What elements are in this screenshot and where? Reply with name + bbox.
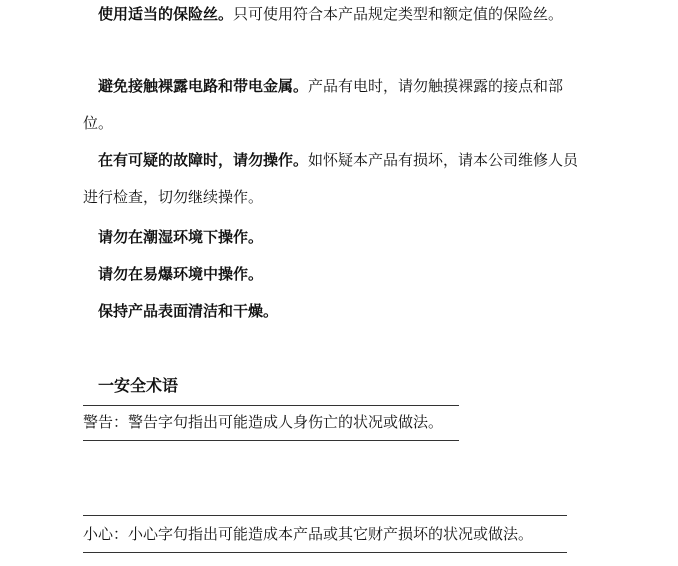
caution-bottom-rule (83, 552, 567, 553)
warning-term: 警告：警告字句指出可能造成人身伤亡的状况或做法。 (83, 413, 444, 431)
warning-top-rule (83, 405, 459, 406)
safety-item-suspected-fault-text: 如怀疑本产品有损坏，请本公司维修人员进行检查，切勿继续操作。 (83, 151, 579, 206)
safety-item-explosive: 请勿在易爆环境中操作。 (98, 265, 264, 283)
safety-item-fuse-text: 只可使用符合本产品规定类型和额定值的保险丝。 (233, 5, 564, 23)
safety-item-wet: 请勿在潮湿环境下操作。 (98, 228, 264, 246)
safety-item-suspected-fault (83, 142, 583, 216)
safety-item-suspected-fault-lead: 在有可疑的故障时，请勿操作。 (98, 151, 309, 169)
safety-item-exposed-circuit-lead: 避免接触裸露电路和带电金属。 (98, 77, 309, 95)
safety-item-fuse-lead: 使用适当的保险丝。 (98, 5, 234, 23)
safety-item-exposed-circuit-text: 产品有电时，请勿触摸裸露的接点和部位。 (83, 77, 564, 132)
safety-item-clean-dry: 保持产品表面清洁和干燥。 (98, 302, 279, 320)
caution-term: 小心：小心字句指出可能造成本产品或其它财产损坏的状况或做法。 (83, 525, 534, 543)
warning-bottom-rule (83, 440, 459, 441)
caution-top-rule (83, 515, 567, 516)
safety-item-fuse (83, 0, 583, 33)
safety-item-exposed-circuit (83, 68, 583, 142)
section-title-safety-terms: 一安全术语 (98, 376, 179, 395)
